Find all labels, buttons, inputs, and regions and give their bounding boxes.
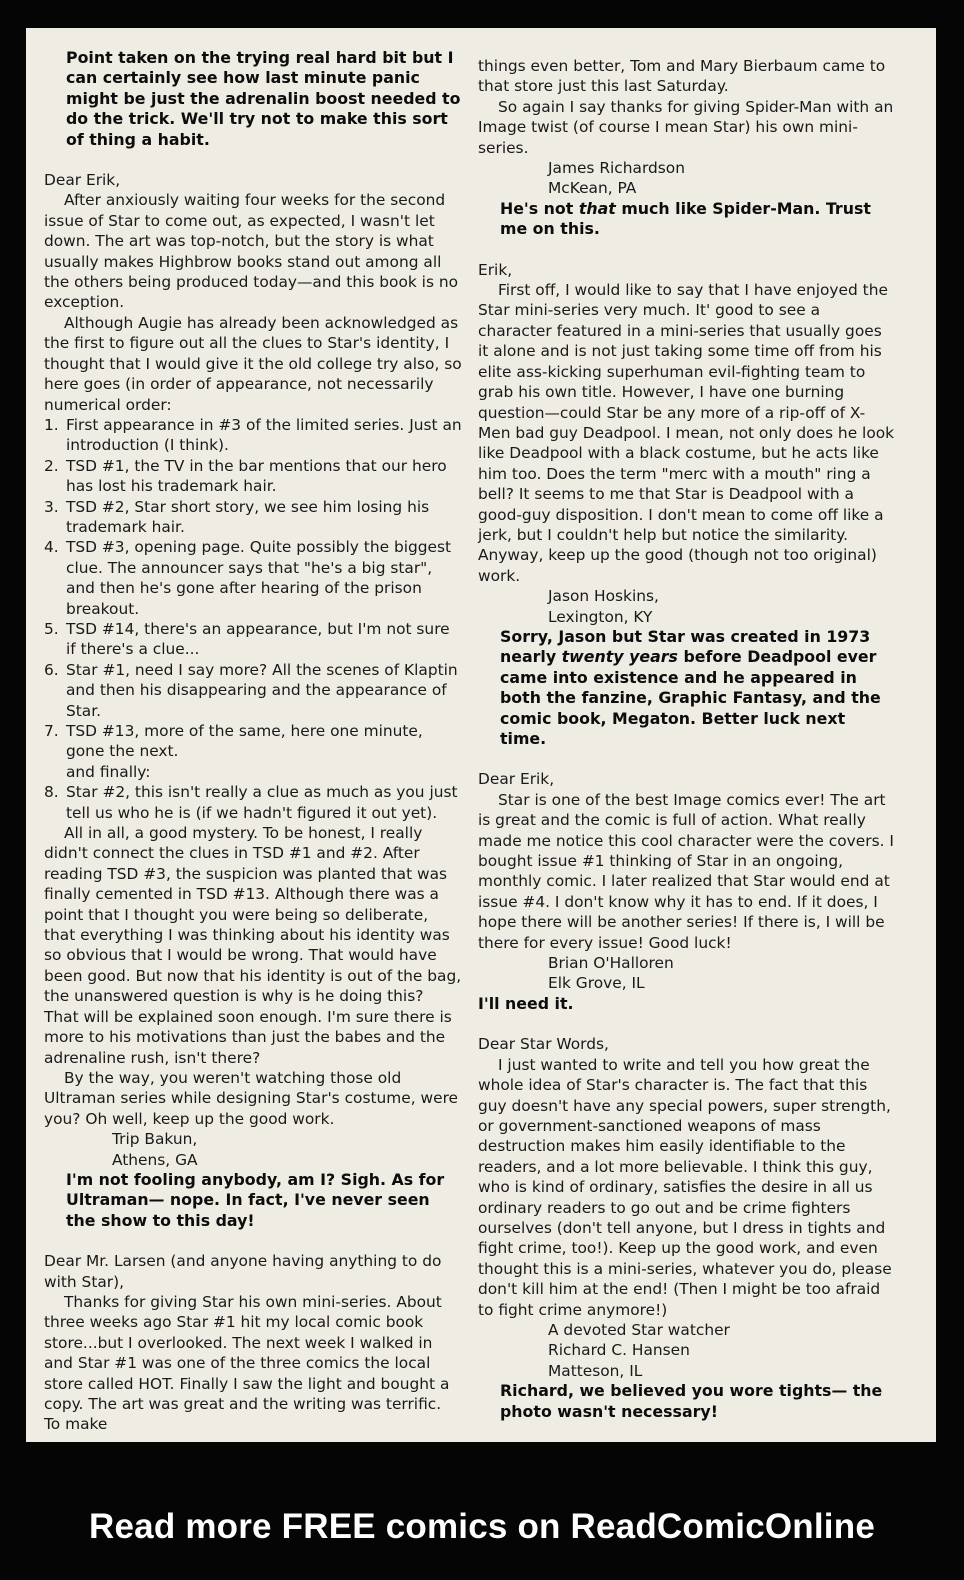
list-item	[44, 782, 462, 823]
list-number: 7.	[44, 722, 59, 740]
list-text: TSD #13, more of the same, here one minute, gone the next.	[66, 722, 423, 761]
letter-signature-name: James Richardson	[548, 159, 685, 178]
right-column	[478, 56, 896, 1422]
list-item	[44, 415, 462, 456]
footer-banner[interactable]	[0, 1474, 964, 1580]
list-text: TSD #3, opening page. Quite possibly the biggest clue. The announcer says that "he's a big star", and then he's gone after hearing of the prison breakout.	[66, 538, 452, 618]
list-text: TSD #2, Star short story, we see him losing his trademark hair.	[66, 497, 430, 536]
list-item	[44, 660, 462, 721]
list-number: 3.	[44, 497, 59, 516]
list-text: Star #2, this isn't really a clue as much as you just tell us who he is (if we hadn't figured it out yet).	[66, 783, 458, 822]
list-number: 6.	[44, 660, 59, 679]
editor-reply: Richard, we believed you wore tights— the photo wasn't necessary!	[500, 1381, 883, 1421]
letter-paragraph: Thanks for giving Star his own mini-series. About three weeks ago Star #1 hit my local comic book store...but I overlooked. The next week I walked in and Star #1 was one of the three comics the local store called HOT. Finally I saw the light and bought a copy. The art was great and the writing was terrific. To make	[44, 1292, 450, 1434]
list-item	[44, 456, 462, 497]
list-text: First appearance in #3 of the limited series. Just an introduction (I think).	[66, 415, 462, 455]
list-text: TSD #1, the TV in the bar mentions that our hero has lost his trademark hair.	[66, 456, 447, 496]
list-item	[44, 619, 462, 660]
letter-salutation: Dear Erik,	[478, 770, 555, 789]
letter-paragraph: So again I say thanks for giving Spider-Man with an Image twist (of course I mean Star) his own mini-series.	[478, 97, 894, 157]
letter-salutation: Dear Star Words,	[478, 1035, 609, 1054]
letter-paragraph: I just wanted to write and tell you how great the whole idea of Star's character is. The fact that this guy doesn't have any special powers, super strength, or government-sanctioned weapons of mass destruction makes him easily identifiable to the readers, and a lot more believable. I think this guy, who is kind of ordinary, satisfies the desire in all us ordinary readers to go out and be crime fighters ourselves (don't tell anyone, but I dress in tights and fight crime, too!). Keep up the good work, and even thought this is a mini-series, whatever you do, please don't kill him at the end! (Then I might be too afraid to fight crime anymore!)	[478, 1055, 892, 1319]
letters-page	[26, 28, 936, 1442]
clue-list	[44, 415, 462, 823]
letter-signature-name: Jason Hoskins,	[548, 587, 659, 606]
list-number: 8.	[44, 783, 59, 802]
letter-paragraph: things even better, Tom and Mary Bierbaum came to that store just this last Saturday.	[478, 57, 886, 96]
letter-signature-place: Matteson, IL	[548, 1361, 643, 1380]
letter-signature-name: Trip Bakun,	[112, 1130, 198, 1149]
editor-reply: Sorry, Jason but Star was created in 1973 nearly twenty years before Deadpool ever came into existence and he appeared in both the fanzine, Graphic Fantasy, and the comic book, Megaton. Better luck next time.	[500, 626, 881, 748]
letter-paragraph: By the way, you weren't watching those old Ultraman series while designing Star's costume, were you? Oh well, keep up the good work.	[44, 1068, 459, 1128]
letter-paragraph: After anxiously waiting four weeks for the second issue of Star to come out, as expected, I wasn't let down. The art was top-notch, but the story is what usually makes Highbrow books stand out among all the others being produced today—and this book is no exception.	[44, 191, 459, 312]
letter-signature-place: Athens, GA	[112, 1150, 198, 1169]
list-interjection: and finally:	[66, 762, 151, 781]
list-item	[44, 537, 462, 619]
letter-signature-line: A devoted Star watcher	[548, 1320, 730, 1339]
letter-paragraph: Although Augie has already been acknowledged as the first to figure out all the clues to Star's identity, I thought that I would give it the old college try also, so here goes (in order of appearance, not necessarily numerical order:	[44, 313, 462, 414]
left-column	[44, 48, 462, 1435]
list-number: 5.	[44, 619, 59, 638]
editor-reply: I'm not fooling anybody, am I? Sigh. As for Ultraman— nope. In fact, I've never seen the show to this day!	[66, 1169, 445, 1230]
letter-signature-place: Elk Grove, IL	[548, 974, 645, 993]
letter-signature-place: McKean, PA	[548, 179, 637, 198]
letter-paragraph: All in all, a good mystery. To be honest, I really didn't connect the clues in TSD #1 and #2. After reading TSD #3, the suspicion was planted that was finally cemented in TSD #13. Although there was a point that I thought you were being so deliberate, that everything I was thinking about his identity was so obvious that I would be wrong. That would have been good. But now that his identity is out of the bag, the unanswered question is why is he doing this? That will be explained soon enough. I'm sure there is more to his motivations than just the babes and the adrenaline rush, isn't there?	[44, 824, 462, 1067]
list-number: 1.	[44, 415, 59, 434]
list-item	[44, 721, 462, 762]
list-text: TSD #14, there's an appearance, but I'm not sure if there's a clue...	[66, 619, 450, 659]
letter-salutation: Dear Mr. Larsen (and anyone having anything to do with Star),	[44, 1252, 442, 1291]
footer-text[interactable]: Read more FREE comics on ReadComicOnline	[89, 1507, 875, 1546]
list-number: 4.	[44, 538, 59, 557]
letter-salutation: Erik,	[478, 260, 513, 279]
letter-paragraph: Star is one of the best Image comics ever! The art is great and the comic is full of action. What really made me notice this cool character were the covers. I bought issue #1 thinking of Star in an ongoing, monthly comic. I later realized that Star would end at issue #4. I don't know why it has to end. If it does, I hope there will be another series! If there is, I will be there for every issue! Good luck!	[478, 790, 894, 952]
letter-signature-place: Lexington, KY	[548, 607, 653, 626]
editor-reply: He's not that much like Spider-Man. Trust me on this.	[500, 198, 871, 239]
letter-paragraph: First off, I would like to say that I have enjoyed the Star mini-series very much. It' good to see a character featured in a mini-series that usually goes it alone and is not just taking some time off from his elite ass-kicking superhuman evil-fighting team to grab his own title. However, I have one burning question—could Star be any more of a rip-off of X-Men bad guy Deadpool. I mean, not only does he look like Deadpool with a black costume, but he acts like him too. Does the term "merc with a mouth" ring a bell? It seems to me that Star is Deadpool with a good-guy disposition. I don't mean to come off like a jerk, but I couldn't help but notice the similarity. Anyway, keep up the good (though not too original) work.	[478, 281, 895, 585]
list-item	[44, 497, 462, 538]
list-text: Star #1, need I say more? All the scenes of Klaptin and then his disappearing and the appearance of Star.	[66, 660, 458, 720]
editor-reply: Point taken on the trying real hard bit but I can certainly see how last minute panic might be just the adrenalin boost needed to do the trick. We'll try not to make this sort of thing a habit.	[66, 48, 461, 149]
letter-salutation: Dear Erik,	[44, 171, 121, 190]
list-number: 2.	[44, 456, 59, 475]
letter-signature-name: Brian O'Halloren	[548, 954, 674, 973]
editor-reply: I'll need it.	[478, 993, 574, 1013]
letter-signature-name: Richard C. Hansen	[548, 1341, 690, 1360]
